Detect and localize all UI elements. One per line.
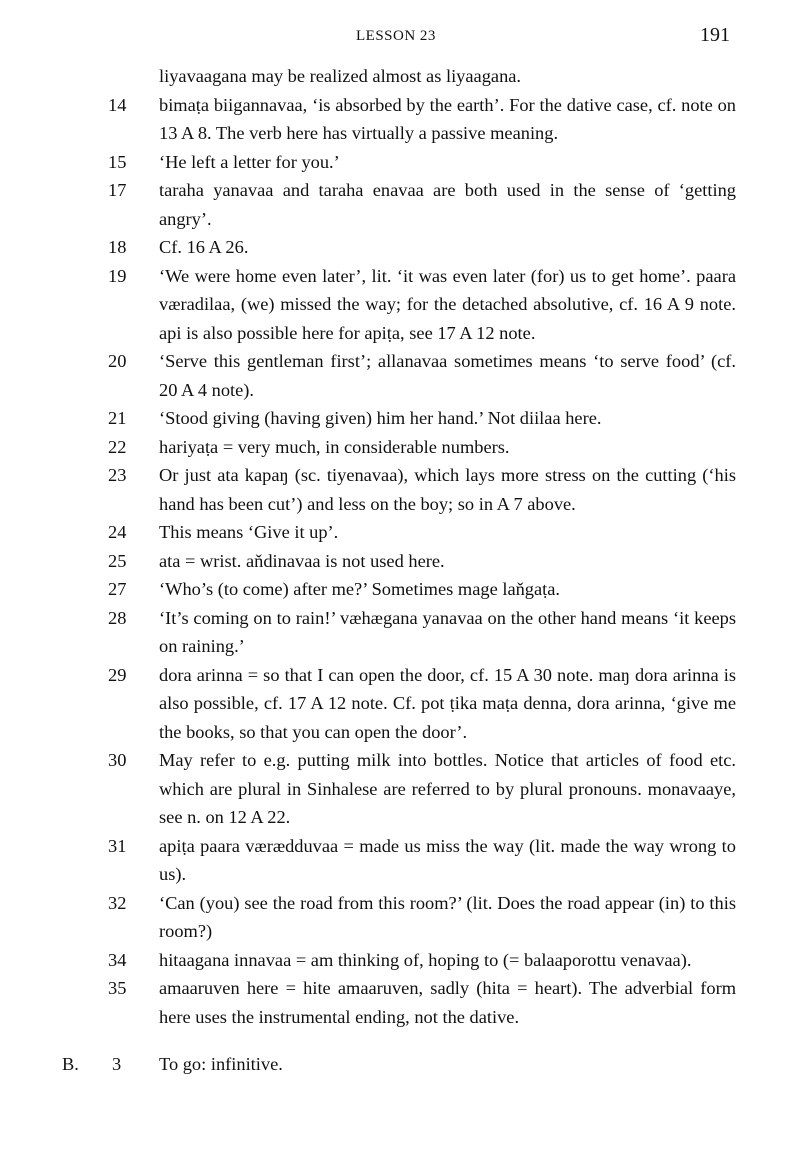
note-number: 31: [108, 835, 127, 856]
note-number: 18: [108, 237, 127, 257]
note-number: 19: [108, 265, 127, 286]
note-text: ‘Who’s (to come) after me?’ Sometimes mage laňgaṭa.: [159, 579, 561, 599]
note-32: [0, 889, 800, 946]
page-header: [0, 22, 800, 52]
note-18: [0, 233, 800, 262]
running-title: LESSON 23: [356, 28, 436, 44]
note-text: This means ‘Give it up’.: [159, 522, 339, 542]
note-19: [0, 262, 800, 348]
note-number: 27: [108, 579, 127, 599]
note-number: 29: [108, 664, 127, 685]
page-number: 191: [700, 24, 730, 46]
note-text: Or just ata kapaŋ (sc. tiyenavaa), which lays more stress on the cutting (‘his hand has been cut’) and less on the boy; so in A 7 above.: [159, 465, 736, 514]
note-number: 17: [108, 180, 127, 200]
note-text: ‘It’s coming on to rain!’ væhægana yanavaa on the other hand means ‘it keeps on raining.’: [159, 607, 736, 656]
note-number: 21: [108, 408, 127, 428]
note-text: apiṭa paara værædduvaa = made us miss the way (lit. made the way wrong to us).: [159, 835, 736, 884]
note-number: 32: [108, 892, 127, 913]
note-34: [0, 946, 800, 975]
note-text: taraha yanavaa and taraha enavaa are both used in the sense of ‘getting angry’.: [159, 180, 736, 229]
note-31: [0, 832, 800, 889]
note-text: May refer to e.g. putting milk into bottles. Notice that articles of food etc. which are plural in Sinhalese are referred to by plural pronouns. monavaaye, see n. on 12 A 22.: [159, 750, 736, 827]
note-text: hariyaṭa = very much, in considerable numbers.: [159, 436, 510, 457]
note-continuation: [0, 62, 800, 91]
note-20: [0, 347, 800, 404]
section-note-number: 3: [112, 1054, 122, 1074]
note-text: ata = wrist. aňdinavaa is not used here.: [159, 550, 445, 571]
note-23: [0, 461, 800, 518]
note-21: [0, 404, 800, 433]
note-number: 24: [108, 522, 127, 542]
note-number: 35: [108, 978, 127, 998]
note-text: liyavaagana may be realized almost as liyaagana.: [159, 66, 522, 86]
note-text: bimaṭa biigannavaa, ‘is absorbed by the earth’. For the dative case, cf. note on 13 A 8. The verb here has virtually a passive meaning.: [159, 94, 736, 143]
note-27: [0, 575, 800, 604]
note-15: [0, 148, 800, 177]
note-number: 28: [108, 607, 127, 628]
section-letter: B.: [62, 1054, 79, 1074]
note-28: [0, 604, 800, 661]
note-text: ‘Serve this gentleman first’; allanavaa sometimes means ‘to serve food’ (cf. 20 A 4 note).: [159, 351, 736, 400]
note-number: 34: [108, 949, 127, 970]
section-note-text: To go: infinitive.: [159, 1054, 283, 1074]
note-35: [0, 974, 800, 1031]
note-number: 14: [108, 94, 127, 115]
note-30: [0, 746, 800, 832]
note-text: ‘Can (you) see the road from this room?’ (lit. Does the road appear (in) to this room?): [159, 892, 736, 941]
note-text: ‘Stood giving (having given) him her hand.’ Not diilaa here.: [159, 408, 602, 428]
note-text: amaaruven here = hite amaaruven, sadly (hita = heart). The adverbial form here uses the instrumental ending, not the dative.: [159, 978, 736, 1027]
note-text: ‘He left a letter for you.’: [159, 151, 340, 172]
note-22: [0, 433, 800, 462]
note-24: [0, 518, 800, 547]
note-17: [0, 176, 800, 233]
note-25: [0, 547, 800, 576]
note-number: 25: [108, 550, 127, 571]
note-number: 22: [108, 436, 127, 457]
notes-list: [0, 62, 800, 1031]
note-text: ‘We were home even later’, lit. ‘it was even later (for) us to get home’. paara væradilaa, (we) missed the way; for the detached absolutive, cf. 16 A 9 note. api is also possible here for apiṭa, see 17 A 12 note.: [159, 265, 736, 343]
note-29: [0, 661, 800, 747]
note-number: 15: [108, 151, 127, 172]
note-number: 20: [108, 351, 127, 371]
note-number: 23: [108, 465, 127, 485]
note-14: [0, 91, 800, 148]
note-number: 30: [108, 750, 127, 770]
note-text: dora arinna = so that I can open the door, cf. 15 A 30 note. maŋ dora arinna is also possible, cf. 17 A 12 note. Cf. pot ṭika maṭa denna, dora arinna, ‘give me the books, so that you can open the door’.: [159, 664, 736, 742]
note-text: hitaagana innavaa = am thinking of, hoping to (= balaaporottu venavaa).: [159, 949, 692, 970]
note-text: Cf. 16 A 26.: [159, 237, 249, 257]
